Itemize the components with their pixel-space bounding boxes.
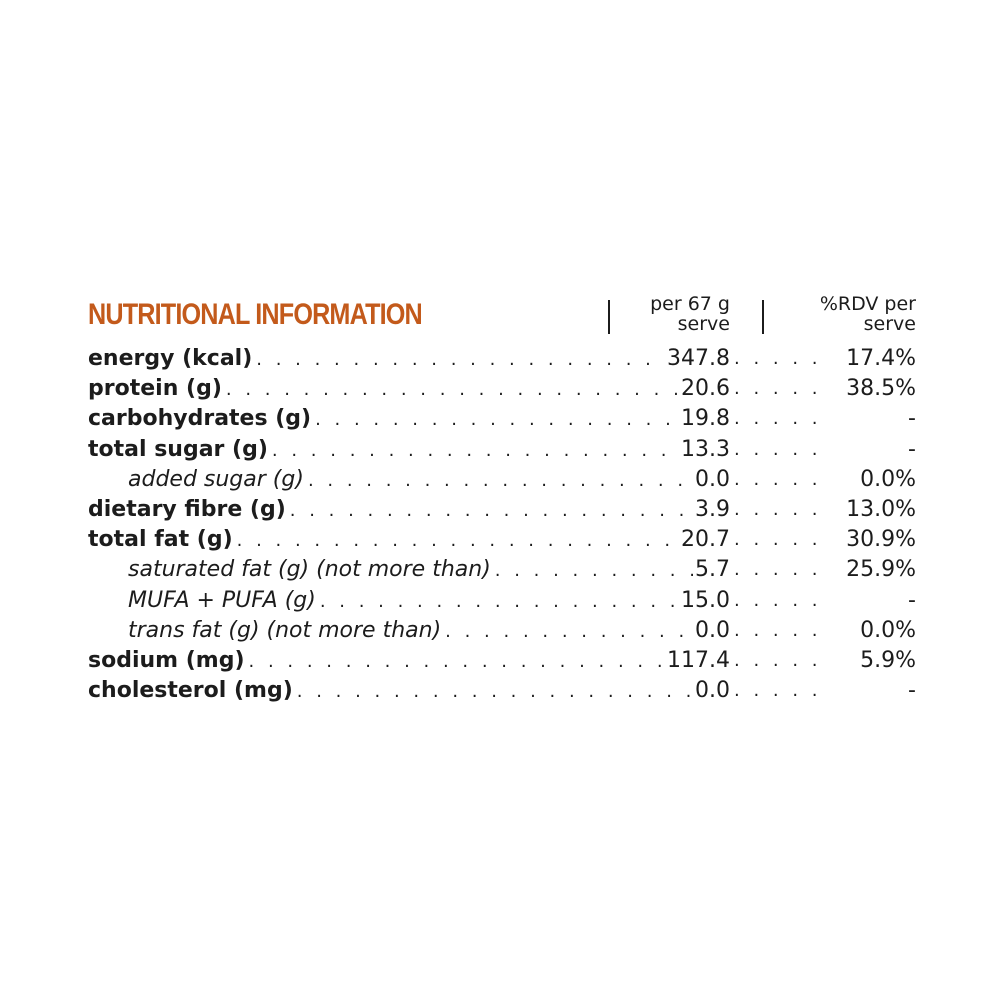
rdv-value: 5.9%	[856, 646, 916, 676]
dot-leader	[293, 677, 728, 707]
per-serve-value: 3.9	[693, 495, 730, 525]
nutrient-label: protein (g)	[88, 374, 222, 404]
per-serve-value: 20.6	[679, 374, 730, 404]
dot-leader	[311, 405, 728, 435]
nutrient-label: saturated fat (g) (not more than)	[128, 555, 491, 585]
nutrition-header	[88, 292, 916, 344]
dot-leader	[245, 647, 728, 677]
nutrient-row	[88, 555, 916, 585]
nutrient-label: sodium (mg)	[88, 646, 245, 676]
per-serve-value: 5.7	[693, 555, 730, 585]
nutrient-leader	[88, 646, 728, 677]
rdv-value: 17.4%	[842, 344, 916, 374]
per-serve-value: 117.4	[665, 646, 730, 676]
nutrient-label: added sugar (g)	[128, 465, 304, 495]
per-serve-value: 15.0	[679, 586, 730, 616]
per-serve-value: 13.3	[679, 435, 730, 465]
nutrient-leader	[88, 676, 728, 707]
dot-leader	[734, 465, 816, 495]
dot-leader	[734, 586, 816, 616]
dot-leader	[233, 526, 728, 556]
dot-leader	[316, 587, 728, 617]
nutrient-leader	[88, 465, 728, 496]
nutrient-leader	[88, 404, 728, 435]
per-serve-header-line2: serve	[677, 313, 730, 335]
nutrient-label: total sugar (g)	[88, 435, 268, 465]
dot-leader	[268, 436, 728, 466]
rdv-value: -	[904, 676, 916, 706]
nutrient-label: dietary fibre (g)	[88, 495, 286, 525]
rdv-value: 30.9%	[842, 525, 916, 555]
nutrient-row	[88, 404, 916, 434]
dot-leader	[734, 344, 816, 374]
dot-leader	[734, 646, 816, 676]
per-serve-column-header	[610, 294, 730, 334]
rdv-value: -	[904, 404, 916, 434]
rdv-column-header	[776, 294, 916, 334]
dot-leader	[734, 616, 816, 646]
nutrient-row	[88, 676, 916, 706]
nutrient-label: trans fat (g) (not more than)	[128, 616, 441, 646]
dot-leader	[734, 435, 816, 465]
nutrient-row	[88, 646, 916, 676]
dot-leader	[734, 525, 816, 555]
nutrition-panel	[88, 292, 916, 706]
rdv-value: 0.0%	[856, 465, 916, 495]
dot-leader	[734, 555, 816, 585]
rdv-value: 38.5%	[842, 374, 916, 404]
dot-leader	[734, 676, 816, 706]
per-serve-value: 20.7	[679, 525, 730, 555]
nutrient-leader	[88, 586, 728, 617]
nutrient-leader	[88, 555, 728, 586]
per-serve-value: 19.8	[679, 404, 730, 434]
per-serve-value: 0.0	[693, 616, 730, 646]
dot-leader	[304, 466, 728, 496]
nutrient-row	[88, 465, 916, 495]
nutrient-label: MUFA + PUFA (g)	[128, 586, 316, 616]
dot-leader	[734, 404, 816, 434]
rdv-value: 25.9%	[842, 555, 916, 585]
per-serve-value: 0.0	[693, 676, 730, 706]
nutrient-leader	[88, 374, 728, 405]
nutrient-row	[88, 374, 916, 404]
nutrient-row	[88, 616, 916, 646]
nutrient-leader	[88, 435, 728, 466]
rdv-header-line2: serve	[863, 313, 916, 335]
rdv-value: -	[904, 435, 916, 465]
nutrient-leader	[88, 344, 728, 375]
nutrient-label: total fat (g)	[88, 525, 233, 555]
nutrient-row	[88, 495, 916, 525]
nutrient-leader	[88, 525, 728, 556]
nutrient-leader	[88, 616, 728, 647]
nutrient-label: carbohydrates (g)	[88, 404, 311, 434]
nutrition-title: NUTRITIONAL INFORMATION	[88, 298, 422, 331]
dot-leader	[222, 375, 728, 405]
nutrient-label: cholesterol (mg)	[88, 676, 293, 706]
nutrient-row	[88, 435, 916, 465]
dot-leader	[734, 374, 816, 404]
dot-leader	[734, 495, 816, 525]
nutrient-label: energy (kcal)	[88, 344, 252, 374]
nutrient-leader	[88, 495, 728, 526]
rdv-value: 13.0%	[842, 495, 916, 525]
per-serve-header-line1: per 67 g	[650, 293, 730, 315]
nutrient-row	[88, 586, 916, 616]
rdv-value: -	[904, 586, 916, 616]
rdv-value: 0.0%	[856, 616, 916, 646]
nutrition-rows	[88, 344, 916, 706]
per-serve-value: 0.0	[693, 465, 730, 495]
dot-leader	[252, 345, 728, 375]
dot-leader	[441, 617, 728, 647]
dot-leader	[286, 496, 728, 526]
rdv-header-line1: %RDV per	[819, 293, 916, 315]
nutrient-row	[88, 525, 916, 555]
per-serve-value: 347.8	[665, 344, 730, 374]
column-divider	[762, 300, 764, 334]
nutrient-row	[88, 344, 916, 374]
